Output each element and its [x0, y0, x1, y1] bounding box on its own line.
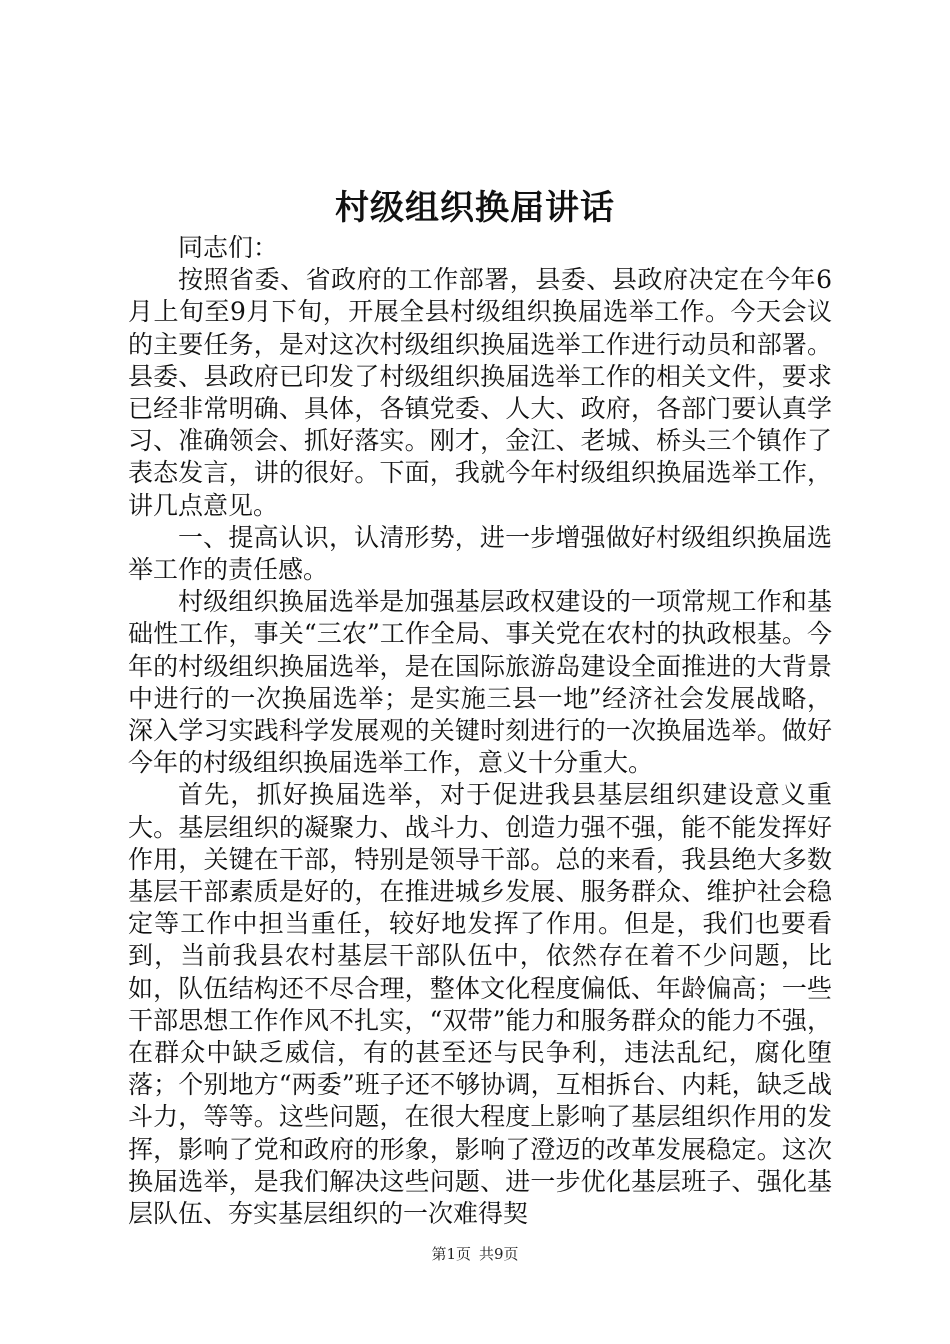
intro-paragraph: 按照省委、省政府的工作部署，县委、县政府决定在今年6月上旬至9月下旬，开展全县村级组织换届选举工作。今天会议的主要任务，是对这次村级组织换届选举工作进行动员和部署。县委、县政府已印发了村级组织换届选举工作的相关文件，要求已经非常明确、具体，各镇党委、人大、政府，各部门要认真学习、准确领会、抓好落实。刚才，金江、老城、桥头三个镇作了表态发言，讲的很好。下面，我就今年村级组织换届选举工作，讲几点意见。 [128, 265, 832, 520]
section-heading-one: 一、提高认识，认清形势，进一步增强做好村级组织换届选举工作的责任感。 [128, 522, 832, 585]
page-footer [0, 1244, 950, 1264]
page-number: 第1页 [431, 1245, 471, 1263]
document-body [128, 232, 832, 1230]
body-paragraph: 村级组织换届选举是加强基层政权建设的一项常规工作和基础性工作，事关“三农”工作全局、事关党在农村的执政根基。今年的村级组织换届选举，是在国际旅游岛建设全面推进的大背景中进行的一次换届选举；是实施三县一地”经济社会发展战略，深入学习实践科学发展观的关键时刻进行的一次换届选举。做好今年的村级组织换届选举工作，意义十分重大。 [128, 587, 832, 778]
document-title: 村级组织换届讲话 [335, 188, 615, 228]
salutation-paragraph: 同志们： [178, 233, 279, 262]
page-total: 共9页 [479, 1245, 519, 1263]
body-paragraph: 首先，抓好换届选举，对于促进我县基层组织建设意义重大。基层组织的凝聚力、战斗力、创造力强不强，能不能发挥好作用，关键在干部，特别是领导干部。总的来看，我县绝大多数基层干部素质是好的，在推进城乡发展、服务群众、维护社会稳定等工作中担当重任，较好地发挥了作用。但是，我们也要看到，当前我县农村基层干部队伍中，依然存在着不少问题，比如，队伍结构还不尽合理，整体文化程度偏低、年龄偏高；一些干部思想工作作风不扎实，“双带”能力和服务群众的能力不强，在群众中缺乏威信，有的甚至还与民争利，违法乱纪，腐化堕落；个别地方“两委”班子还不够协调，互相拆台、内耗，缺乏战斗力，等等。这些问题，在很大程度上影响了基层组织作用的发挥，影响了党和政府的形象，影响了澄迈的改革发展稳定。这次换届选举，是我们解决这些问题、进一步优化基层班子、强化基层队伍、夯实基层组织的一次难得契 [128, 780, 832, 1229]
